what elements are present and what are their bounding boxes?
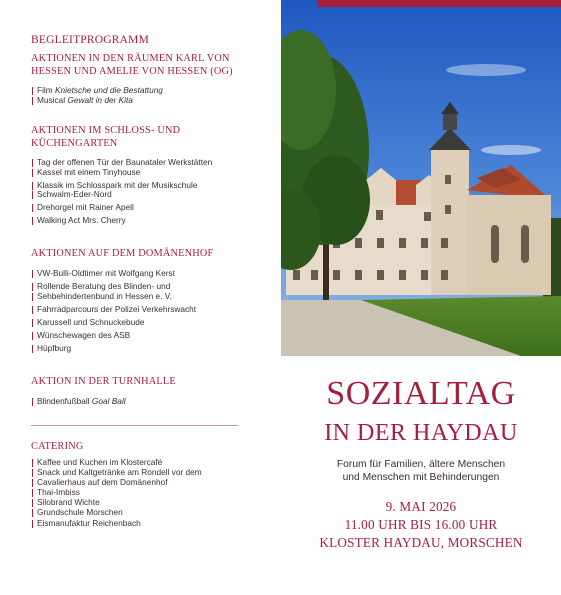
list-item: Rollende Beratung des Blinden- und Sehbehindertenbund in Hessen e. V. <box>31 282 196 301</box>
event-title: SOZIALTAG <box>326 375 516 412</box>
list-item: Eismanufaktur Reichenbach <box>31 519 202 529</box>
list-item: Blindenfußball Goal Ball <box>31 397 126 407</box>
list-item: Tag der offenen Tür der Baunataler Werkstätten Kassel mit einem Tinyhouse <box>31 158 212 177</box>
list-item: Fahrradparcours der Polizei Verkehrswacht <box>31 305 196 315</box>
list-item: Kaffee und Kuchen im Klostercafé <box>31 458 202 468</box>
monastery-photo <box>281 0 561 356</box>
catering-heading: CATERING <box>31 441 84 452</box>
list-item: Musical Gewalt in der Kita <box>31 96 163 106</box>
event-title-line2: IN DER HAYDAU <box>324 420 518 446</box>
section-title-line: AKTIONEN IM SCHLOSS- UND <box>31 125 181 136</box>
section-title-line: AKTION IN DER TURNHALLE <box>31 376 176 387</box>
list-item: Grundschule Morschen <box>31 508 202 518</box>
section-title-turnhalle <box>31 376 176 389</box>
event-time: 11.00 UHR BIS 16.00 UHR <box>344 517 498 532</box>
section-title-line: AKTIONEN IN DEN RÄUMEN KARL VON <box>31 53 230 64</box>
list-item: Wünschewagen des ASB <box>31 331 196 341</box>
list-item: Klassik im Schlosspark mit der Musikschule Schwalm-Eder-Nord <box>31 181 212 200</box>
list-item: Snack und Kaltgetränke am Rondell vor dem Cavalierhaus auf dem Domänenhof <box>31 468 202 487</box>
list-raeume <box>31 86 163 106</box>
list-item: Karussell und Schnuckebude <box>31 318 196 328</box>
list-item: Drehorgel mit Rainer Apell <box>31 203 212 213</box>
list-turnhalle <box>31 397 126 410</box>
list-item: Thai-Imbiss <box>31 488 202 498</box>
list-item: Film Knietsche und die Bestattung <box>31 86 163 96</box>
program-heading: BEGLEITPROGRAMM <box>31 34 150 46</box>
monastery-illustration <box>281 0 561 356</box>
event-location: KLOSTER HAYDAU, MORSCHEN <box>319 535 523 550</box>
section-title-garten <box>31 125 180 150</box>
list-item: Silobrand Wichte <box>31 498 202 508</box>
event-date: 9. MAI 2026 <box>385 499 457 514</box>
list-catering <box>31 458 202 529</box>
accent-bar <box>318 0 561 7</box>
section-title-line: AKTIONEN AUF DEM DOMÄNENHOF <box>31 248 214 259</box>
section-title-line: HESSEN UND AMELIE VON HESSEN (OG) <box>31 65 233 77</box>
section-title-raeume <box>31 53 233 78</box>
list-domaenenhof <box>31 269 196 357</box>
divider <box>31 425 238 426</box>
list-item: Hüpfburg <box>31 344 196 354</box>
list-garten <box>31 158 212 229</box>
list-item: VW-Bulli-Oldtimer mit Wolfgang Kerst <box>31 269 196 279</box>
event-subtitle-line1: Forum für Familien, ältere Menschen <box>336 459 506 470</box>
event-subtitle-line2: und Menschen mit Behinderungen <box>342 472 500 483</box>
section-title-domaenenhof <box>31 248 213 261</box>
section-title-line: KÜCHENGARTEN <box>31 137 118 149</box>
list-item: Walking Act Mrs. Cherry <box>31 216 212 226</box>
